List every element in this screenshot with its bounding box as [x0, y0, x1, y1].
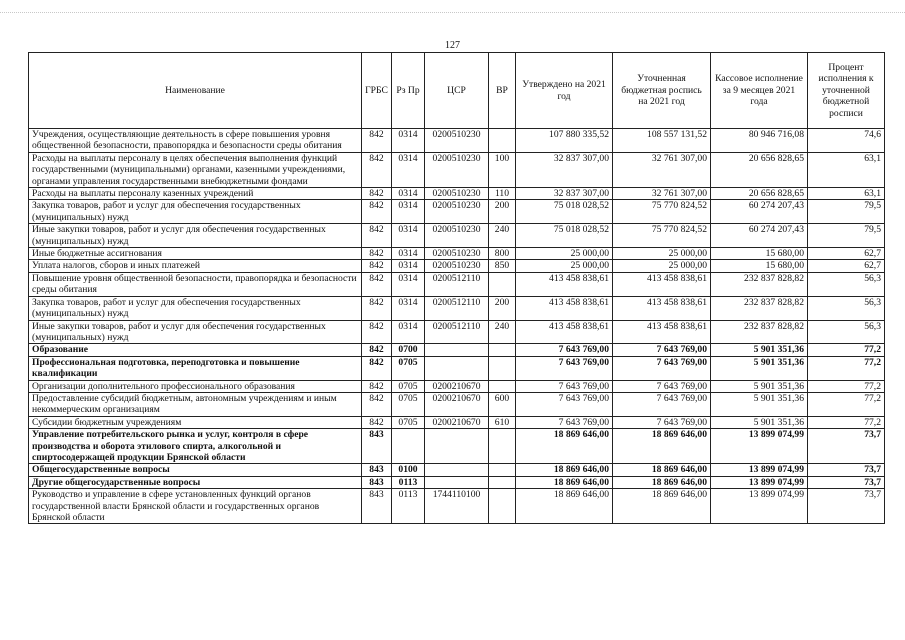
cell-approved: 32 837 307,00 — [516, 152, 613, 187]
cell-rz-pr: 0100 — [392, 464, 425, 476]
cell-csr — [425, 344, 489, 356]
cell-cash: 20 656 828,65 — [711, 152, 808, 187]
cell-percent: 73,7 — [808, 476, 885, 488]
header-cash: Кассовое исполнение за 9 месяцев 2021 года — [711, 53, 808, 129]
cell-approved: 25 000,00 — [516, 248, 613, 260]
cell-percent: 62,7 — [808, 248, 885, 260]
cell-name: Управление потребительского рынка и услуг, контроля в сфере производства и оборота этилового спирта, алкогольной и спиртосодержащей продукции Брянской области — [29, 429, 362, 464]
cell-approved: 18 869 646,00 — [516, 476, 613, 488]
header-grbs: ГРБС — [362, 53, 392, 129]
cell-csr — [425, 429, 489, 464]
cell-rz-pr: 0314 — [392, 188, 425, 200]
cell-csr: 0200512110 — [425, 272, 489, 296]
cell-approved: 7 643 769,00 — [516, 392, 613, 416]
cell-rz-pr: 0705 — [392, 416, 425, 428]
cell-vr: 240 — [489, 320, 516, 344]
cell-percent: 56,3 — [808, 272, 885, 296]
table-row — [29, 464, 885, 476]
cell-revised: 75 770 824,52 — [613, 200, 711, 224]
cell-grbs: 842 — [362, 152, 392, 187]
cell-rz-pr: 0314 — [392, 320, 425, 344]
cell-vr: 110 — [489, 188, 516, 200]
table-row — [29, 224, 885, 248]
header-row — [29, 53, 885, 129]
cell-csr: 0200510230 — [425, 200, 489, 224]
header-approved: Утверждено на 2021 год — [516, 53, 613, 129]
cell-cash: 13 899 074,99 — [711, 489, 808, 524]
cell-approved: 25 000,00 — [516, 260, 613, 272]
cell-cash: 5 901 351,36 — [711, 380, 808, 392]
cell-csr: 0200510230 — [425, 224, 489, 248]
cell-percent: 77,2 — [808, 380, 885, 392]
cell-cash: 60 274 207,43 — [711, 224, 808, 248]
cell-revised: 413 458 838,61 — [613, 320, 711, 344]
scan-edge-dots — [0, 12, 905, 15]
cell-name: Учреждения, осуществляющие деятельность в сфере повышения уровня общественной безопасности, правопорядка и безопасности среды обитания — [29, 129, 362, 153]
cell-cash: 5 901 351,36 — [711, 392, 808, 416]
cell-approved: 413 458 838,61 — [516, 320, 613, 344]
cell-csr: 0200210670 — [425, 380, 489, 392]
cell-name: Расходы на выплаты персоналу казенных учреждений — [29, 188, 362, 200]
cell-grbs: 842 — [362, 296, 392, 320]
cell-revised: 413 458 838,61 — [613, 296, 711, 320]
cell-grbs: 842 — [362, 200, 392, 224]
cell-vr — [489, 129, 516, 153]
cell-grbs: 842 — [362, 344, 392, 356]
cell-grbs: 842 — [362, 272, 392, 296]
cell-name: Иные бюджетные ассигнования — [29, 248, 362, 260]
table-row — [29, 296, 885, 320]
cell-csr: 0200210670 — [425, 392, 489, 416]
cell-rz-pr — [392, 429, 425, 464]
cell-vr: 200 — [489, 200, 516, 224]
cell-revised: 413 458 838,61 — [613, 272, 711, 296]
cell-cash: 80 946 716,08 — [711, 129, 808, 153]
cell-vr: 610 — [489, 416, 516, 428]
cell-percent: 77,2 — [808, 416, 885, 428]
cell-revised: 7 643 769,00 — [613, 380, 711, 392]
cell-cash: 232 837 828,82 — [711, 320, 808, 344]
header-csr: ЦСР — [425, 53, 489, 129]
cell-name: Иные закупки товаров, работ и услуг для обеспечения государственных (муниципальных) нужд — [29, 224, 362, 248]
cell-cash: 232 837 828,82 — [711, 272, 808, 296]
cell-rz-pr: 0314 — [392, 129, 425, 153]
table-row — [29, 380, 885, 392]
cell-cash: 15 680,00 — [711, 260, 808, 272]
cell-percent: 63,1 — [808, 152, 885, 187]
cell-percent: 77,2 — [808, 392, 885, 416]
cell-name: Уплата налогов, сборов и иных платежей — [29, 260, 362, 272]
cell-vr: 600 — [489, 392, 516, 416]
cell-cash: 13 899 074,99 — [711, 476, 808, 488]
cell-vr — [489, 489, 516, 524]
cell-vr — [489, 429, 516, 464]
cell-cash: 5 901 351,36 — [711, 344, 808, 356]
cell-cash: 60 274 207,43 — [711, 200, 808, 224]
cell-revised: 18 869 646,00 — [613, 464, 711, 476]
cell-revised: 7 643 769,00 — [613, 356, 711, 380]
cell-percent: 79,5 — [808, 200, 885, 224]
cell-rz-pr: 0314 — [392, 248, 425, 260]
cell-name: Образование — [29, 344, 362, 356]
cell-revised: 108 557 131,52 — [613, 129, 711, 153]
header-revised: Уточненная бюджетная роспись на 2021 год — [613, 53, 711, 129]
cell-approved: 18 869 646,00 — [516, 429, 613, 464]
table-row — [29, 356, 885, 380]
cell-cash: 5 901 351,36 — [711, 356, 808, 380]
cell-approved: 7 643 769,00 — [516, 416, 613, 428]
cell-grbs: 842 — [362, 392, 392, 416]
cell-grbs: 843 — [362, 489, 392, 524]
cell-vr: 800 — [489, 248, 516, 260]
cell-rz-pr: 0314 — [392, 224, 425, 248]
cell-revised: 25 000,00 — [613, 248, 711, 260]
table-row — [29, 188, 885, 200]
cell-vr — [489, 464, 516, 476]
cell-revised: 25 000,00 — [613, 260, 711, 272]
cell-approved: 7 643 769,00 — [516, 344, 613, 356]
cell-approved: 75 018 028,52 — [516, 224, 613, 248]
header-rz-pr: Рз Пр — [392, 53, 425, 129]
cell-vr — [489, 272, 516, 296]
cell-approved: 107 880 335,52 — [516, 129, 613, 153]
cell-csr: 0200210670 — [425, 416, 489, 428]
cell-vr — [489, 344, 516, 356]
cell-approved: 18 869 646,00 — [516, 489, 613, 524]
cell-percent: 73,7 — [808, 429, 885, 464]
cell-revised: 18 869 646,00 — [613, 489, 711, 524]
header-vr: ВР — [489, 53, 516, 129]
cell-percent: 74,6 — [808, 129, 885, 153]
table-row — [29, 476, 885, 488]
cell-rz-pr: 0314 — [392, 296, 425, 320]
cell-name: Профессиональная подготовка, переподготовка и повышение квалификации — [29, 356, 362, 380]
cell-grbs: 842 — [362, 416, 392, 428]
cell-grbs: 842 — [362, 356, 392, 380]
cell-rz-pr: 0705 — [392, 392, 425, 416]
cell-cash: 232 837 828,82 — [711, 296, 808, 320]
cell-approved: 7 643 769,00 — [516, 380, 613, 392]
cell-percent: 63,1 — [808, 188, 885, 200]
cell-rz-pr: 0700 — [392, 344, 425, 356]
cell-csr: 0200510230 — [425, 260, 489, 272]
cell-revised: 32 761 307,00 — [613, 152, 711, 187]
cell-name: Руководство и управление в сфере установленных функций органов государственной власти Брянской области и государственных органов Брянской области — [29, 489, 362, 524]
cell-csr: 0200510230 — [425, 248, 489, 260]
cell-cash: 20 656 828,65 — [711, 188, 808, 200]
cell-grbs: 842 — [362, 380, 392, 392]
cell-vr: 240 — [489, 224, 516, 248]
cell-vr: 850 — [489, 260, 516, 272]
table-row — [29, 489, 885, 524]
table-row — [29, 416, 885, 428]
cell-csr — [425, 464, 489, 476]
cell-name: Организации дополнительного профессионального образования — [29, 380, 362, 392]
cell-name: Субсидии бюджетным учреждениям — [29, 416, 362, 428]
table-row — [29, 429, 885, 464]
cell-name: Другие общегосударственные вопросы — [29, 476, 362, 488]
cell-rz-pr: 0705 — [392, 380, 425, 392]
cell-grbs: 842 — [362, 320, 392, 344]
cell-revised: 7 643 769,00 — [613, 416, 711, 428]
cell-revised: 7 643 769,00 — [613, 344, 711, 356]
cell-percent: 77,2 — [808, 356, 885, 380]
cell-csr — [425, 356, 489, 380]
cell-approved: 413 458 838,61 — [516, 272, 613, 296]
cell-approved: 75 018 028,52 — [516, 200, 613, 224]
cell-grbs: 842 — [362, 260, 392, 272]
cell-csr: 0200510230 — [425, 152, 489, 187]
cell-name: Закупка товаров, работ и услуг для обеспечения государственных (муниципальных) нужд — [29, 200, 362, 224]
cell-percent: 62,7 — [808, 260, 885, 272]
table-row — [29, 260, 885, 272]
cell-revised: 32 761 307,00 — [613, 188, 711, 200]
cell-rz-pr: 0314 — [392, 152, 425, 187]
header-percent: Процент исполнения к уточненной бюджетной росписи — [808, 53, 885, 129]
table-row — [29, 129, 885, 153]
cell-grbs: 843 — [362, 464, 392, 476]
table-row — [29, 248, 885, 260]
cell-approved: 32 837 307,00 — [516, 188, 613, 200]
cell-name: Закупка товаров, работ и услуг для обеспечения государственных (муниципальных) нужд — [29, 296, 362, 320]
cell-csr: 0200510230 — [425, 188, 489, 200]
cell-rz-pr: 0314 — [392, 272, 425, 296]
cell-csr: 0200512110 — [425, 320, 489, 344]
cell-vr — [489, 476, 516, 488]
cell-percent: 77,2 — [808, 344, 885, 356]
cell-revised: 7 643 769,00 — [613, 392, 711, 416]
budget-table — [28, 52, 885, 524]
cell-percent: 56,3 — [808, 320, 885, 344]
cell-name: Расходы на выплаты персоналу в целях обеспечения выполнения функций государственными (муниципальными) органами, казенными учреждениями, органами управления государственными внебюджетными фондами — [29, 152, 362, 187]
cell-approved: 18 869 646,00 — [516, 464, 613, 476]
cell-revised: 18 869 646,00 — [613, 429, 711, 464]
cell-name: Предоставление субсидий бюджетным, автономным учреждениям и иным некоммерческим организациям — [29, 392, 362, 416]
cell-approved: 7 643 769,00 — [516, 356, 613, 380]
cell-csr: 0200512110 — [425, 296, 489, 320]
cell-csr — [425, 476, 489, 488]
table-row — [29, 272, 885, 296]
cell-csr: 1744110100 — [425, 489, 489, 524]
cell-cash: 13 899 074,99 — [711, 429, 808, 464]
cell-revised: 18 869 646,00 — [613, 476, 711, 488]
cell-percent: 56,3 — [808, 296, 885, 320]
cell-percent: 73,7 — [808, 489, 885, 524]
cell-vr — [489, 356, 516, 380]
table-row — [29, 152, 885, 187]
cell-name: Иные закупки товаров, работ и услуг для обеспечения государственных (муниципальных) нужд — [29, 320, 362, 344]
cell-cash: 15 680,00 — [711, 248, 808, 260]
cell-grbs: 842 — [362, 188, 392, 200]
table-row — [29, 320, 885, 344]
cell-grbs: 843 — [362, 429, 392, 464]
cell-csr: 0200510230 — [425, 129, 489, 153]
cell-grbs: 842 — [362, 129, 392, 153]
cell-percent: 73,7 — [808, 464, 885, 476]
cell-cash: 5 901 351,36 — [711, 416, 808, 428]
cell-grbs: 843 — [362, 476, 392, 488]
cell-vr: 100 — [489, 152, 516, 187]
header-name: Наименование — [29, 53, 362, 129]
cell-percent: 79,5 — [808, 224, 885, 248]
table-body — [29, 129, 885, 524]
cell-vr: 200 — [489, 296, 516, 320]
cell-rz-pr: 0705 — [392, 356, 425, 380]
cell-rz-pr: 0314 — [392, 260, 425, 272]
cell-rz-pr: 0113 — [392, 476, 425, 488]
table-row — [29, 392, 885, 416]
table-row — [29, 344, 885, 356]
cell-approved: 413 458 838,61 — [516, 296, 613, 320]
cell-vr — [489, 380, 516, 392]
cell-rz-pr: 0113 — [392, 489, 425, 524]
cell-rz-pr: 0314 — [392, 200, 425, 224]
cell-name: Общегосударственные вопросы — [29, 464, 362, 476]
cell-cash: 13 899 074,99 — [711, 464, 808, 476]
page-number: 127 — [445, 40, 460, 51]
cell-revised: 75 770 824,52 — [613, 224, 711, 248]
cell-grbs: 842 — [362, 248, 392, 260]
cell-name: Повышение уровня общественной безопасности, правопорядка и безопасности среды обитания — [29, 272, 362, 296]
table-row — [29, 200, 885, 224]
cell-grbs: 842 — [362, 224, 392, 248]
